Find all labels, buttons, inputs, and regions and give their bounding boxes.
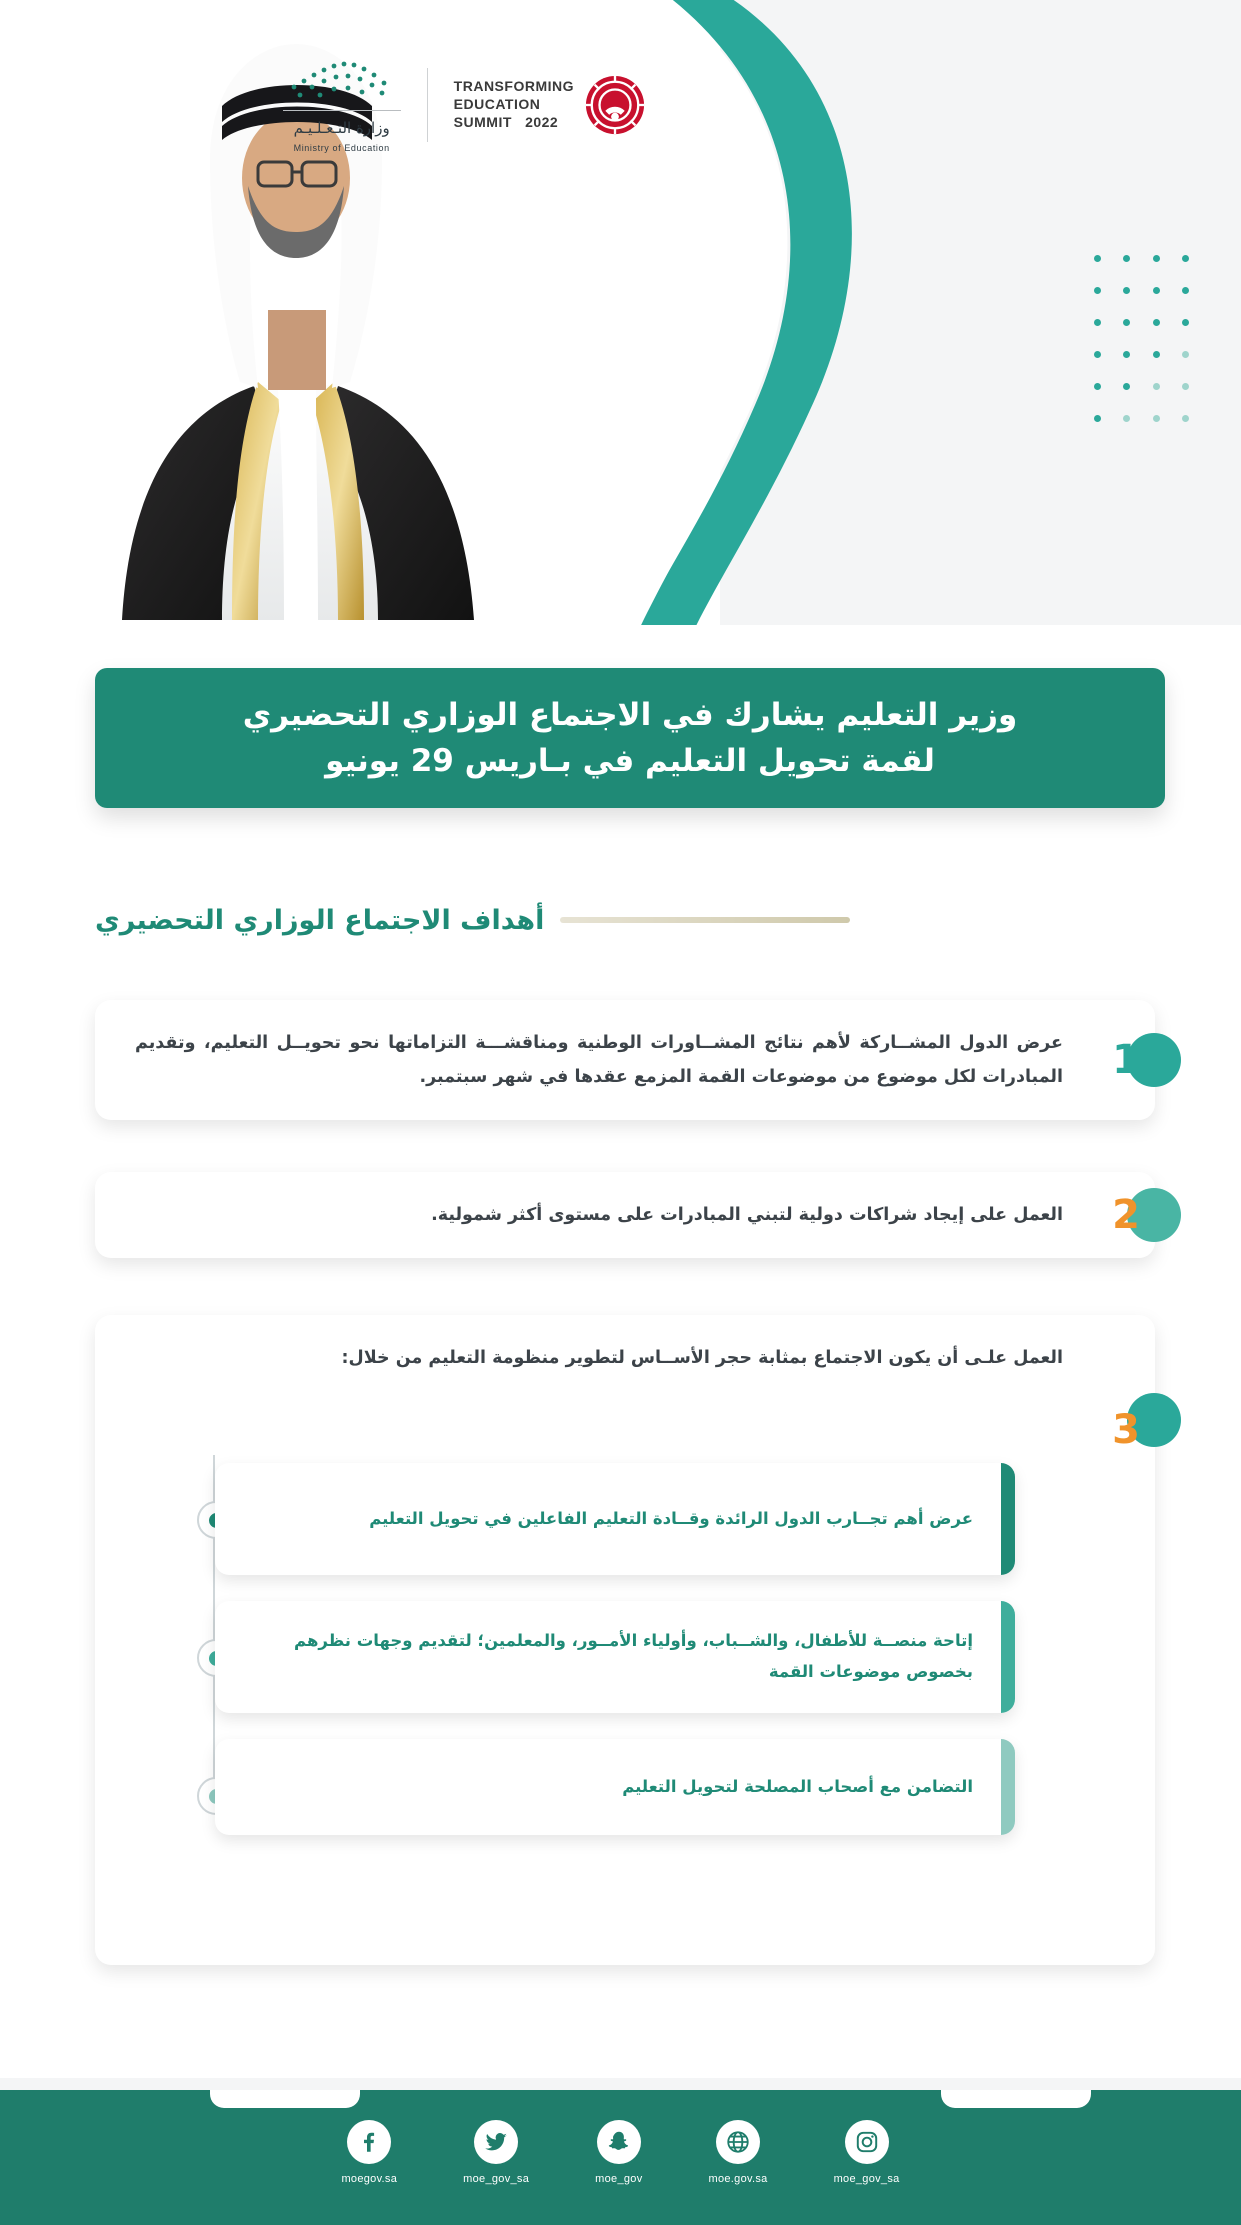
- facebook-icon[interactable]: [347, 2120, 391, 2164]
- facebook-handle: moegov.sa: [341, 2173, 398, 2185]
- footer-separator: [0, 2078, 1241, 2090]
- sub-item-bar-2: [1001, 1601, 1015, 1713]
- ministry-rule: [283, 110, 401, 111]
- summit-globe-icon: [584, 74, 646, 136]
- dot-grid-decoration: [1094, 255, 1189, 365]
- objective-2-number-wrap: [1095, 1178, 1157, 1252]
- sub-item-row: [135, 1455, 1115, 1593]
- twitter-handle: moe_gov_sa: [463, 2173, 530, 2185]
- objective-3-number: 3: [1112, 1407, 1140, 1453]
- objective-1-number-wrap: [1095, 1023, 1157, 1097]
- social-website[interactable]: [709, 2120, 768, 2185]
- objective-1-number: 1: [1112, 1037, 1140, 1084]
- sub-item-card-3: [215, 1739, 1015, 1835]
- title-banner: [95, 668, 1165, 808]
- objective-1-text: عرض الدول المشــاركة لأهم نتائج المشــاورات الوطنية ومناقشـــة التزاماتها نحو تحويــل التعليم، وتقديم المبادرات لكل موضوع من موضوعات القمة المزمع عقدها في شهر سبتمبر.: [135, 1033, 1063, 1088]
- ministry-logo: [283, 57, 401, 153]
- summit-line-1: TRANSFORMING: [453, 78, 574, 95]
- sub-item-row: [135, 1731, 1115, 1869]
- twitter-icon[interactable]: [474, 2120, 518, 2164]
- footer: [0, 2090, 1241, 2225]
- section-title-row: [95, 895, 1165, 945]
- summit-logo-text: [454, 78, 574, 132]
- logo-divider: [427, 68, 428, 142]
- sub-item-text-2: إتاحة منصــة للأطفال، والشــباب، وأولياء الأمــور، والمعلمين؛ لتقديم وجهات نظرهم بخصوص موضوعات القمة: [294, 1631, 973, 1681]
- ministry-name-ar: وزارة التـعـلـيـم: [293, 119, 390, 137]
- objective-card-1: [95, 1000, 1155, 1120]
- logo-block: [26, 50, 646, 160]
- snapchat-handle: moe_gov: [595, 2173, 643, 2185]
- section-title-rule: [560, 917, 850, 923]
- summit-logo: [454, 74, 646, 136]
- objective-card-2: [95, 1172, 1155, 1258]
- footer-notch-left: [210, 2090, 360, 2108]
- section-title: أهداف الاجتماع الوزاري التحضيري: [95, 904, 545, 936]
- sub-item-text-1: عرض أهم تجــارب الدول الرائدة وقــادة التعليم الفاعلين في تحويل التعليم: [369, 1508, 973, 1528]
- website-handle: moe.gov.sa: [708, 2173, 768, 2185]
- sub-item-card-1: [215, 1463, 1015, 1575]
- social-links: [0, 2120, 1241, 2185]
- sub-item-bar-3: [1001, 1739, 1015, 1835]
- summit-line-3: SUMMIT: [453, 113, 512, 130]
- snapchat-icon[interactable]: [597, 2120, 641, 2164]
- hero-section: [0, 0, 1241, 625]
- sub-item-card-2: [215, 1601, 1015, 1713]
- social-instagram[interactable]: [834, 2120, 900, 2185]
- summit-year: 2022: [525, 113, 559, 130]
- banner-line-2: لقمة تحويل التعليم في بـاريس 29 يونيو: [325, 743, 935, 779]
- ministry-dots-icon: [286, 57, 398, 101]
- instagram-icon[interactable]: [845, 2120, 889, 2164]
- social-twitter[interactable]: [463, 2120, 529, 2185]
- sub-items-list: [135, 1455, 1115, 1869]
- footer-notch-right: [941, 2090, 1091, 2108]
- instagram-handle: moe_gov_sa: [833, 2173, 900, 2185]
- objective-card-3: [95, 1315, 1155, 1965]
- sub-item-row: [135, 1593, 1115, 1731]
- objective-2-number: 2: [1112, 1192, 1140, 1239]
- objective-2-text: العمل على إيجاد شراكات دولية لتبني المبادرات على مستوى أكثر شمولية.: [431, 1205, 1063, 1225]
- sub-item-bar-1: [1001, 1463, 1015, 1575]
- objective-3-text: العمل علـى أن يكون الاجتماع بمثابة حجر الأســاس لتطوير منظومة التعليم من خلال:: [341, 1348, 1063, 1368]
- summit-line-2: EDUCATION: [453, 96, 541, 113]
- ministry-name-en: Ministry of Education: [293, 143, 390, 153]
- social-facebook[interactable]: [341, 2120, 397, 2185]
- social-snapchat[interactable]: [595, 2120, 642, 2185]
- banner-line-1: وزير التعليم يشارك في الاجتماع الوزاري التحضيري: [242, 697, 1018, 733]
- website-icon[interactable]: [716, 2120, 760, 2164]
- sub-item-text-3: التضامن مع أصحاب المصلحة لتحويل التعليم: [622, 1776, 973, 1796]
